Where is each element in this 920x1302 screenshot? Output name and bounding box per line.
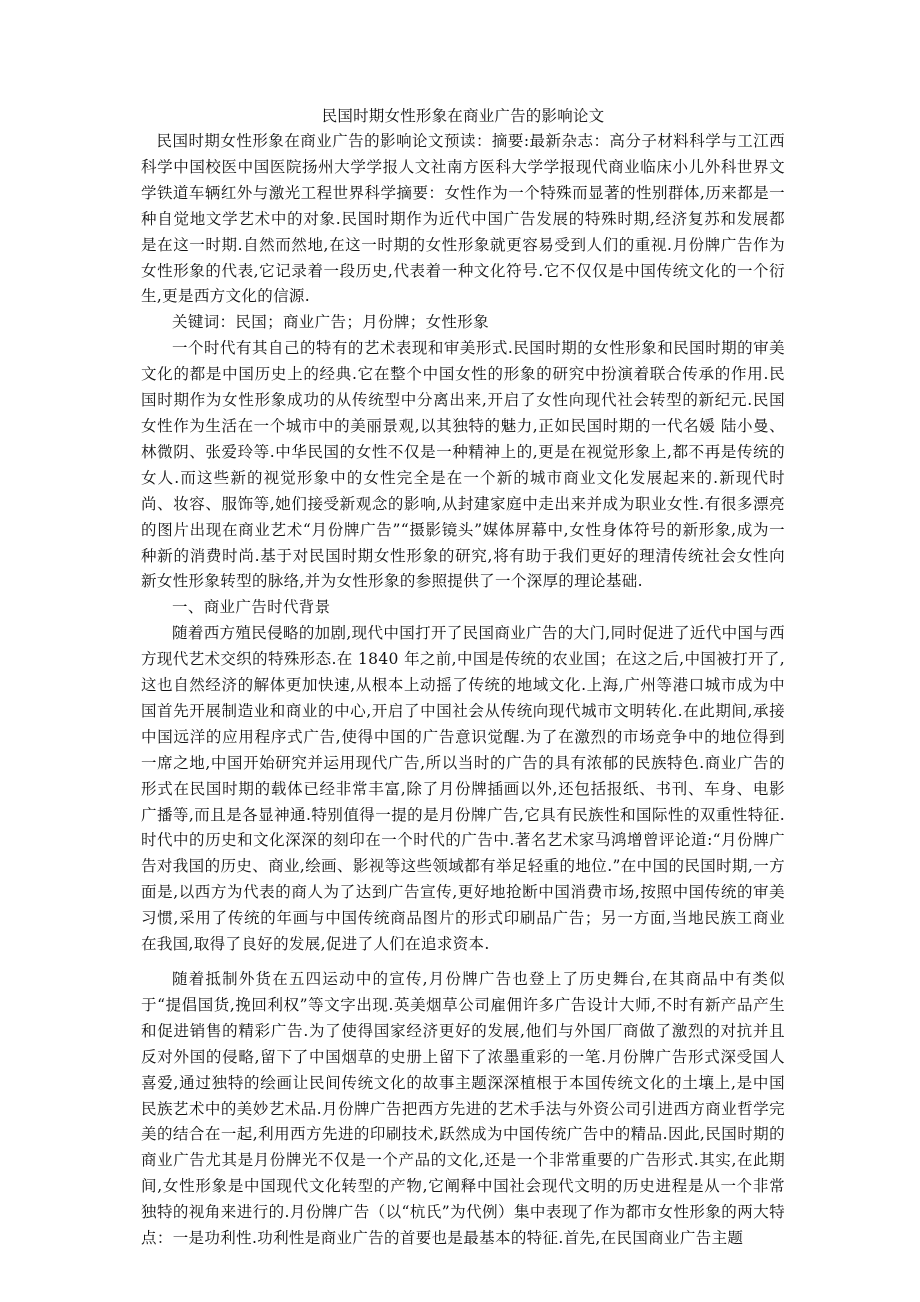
abstract-paragraph: 民国时期女性形象在商业广告的影响论文预读：摘要:最新杂志：高分子材料科学与工江西科学中国校医中国医院扬州大学学报人文社南方医科大学学报现代商业临床小儿外科世界文学铁道车辆红外与激光工程世界科学摘要：女性作为一个特殊而显著的性别群体,历来都是一种自觉地文学艺术中的对象.民国时期作为近代中国广告发展的特殊时期,经济复苏和发展都是在这一时期.自然而然地,在这一时期的女性形象就更容易受到人们的重视.月份牌广告作为女性形象的代表,它记录着一段历史,代表着一种文化符号.它不仅仅是中国传统文化的一个衍生,更是西方文化的信源. (141, 132, 785, 306)
keywords-paragraph: 关键词：民国；商业广告；月份牌；女性形象 (172, 313, 490, 332)
body-paragraph: 随着抵制外货在五四运动中的宣传,月份牌广告也登上了历史舞台,在其商品中有类似于“提倡国货,挽回利权”等文字出现.英美烟草公司雇佣许多广告设计大师,不时有新产品产生和促进销售的精彩广告.为了使得国家经济更好的发展,他们与外国厂商做了激烈的对抗并且反对外国的侵略,留下了中国烟草的史册上留下了浓墨重彩的一笔.月份牌广告形式深受国人喜爱,通过独特的绘画让民间传统文化的故事主题深深植根于本国传统文化的土壤上,是中国民族艺术中的美妙艺术品.月份牌广告把西方先进的艺术手法与外资公司引进西方商业哲学完美的结合在一起,利用西方先进的印刷技术,跃然成为中国传统广告中的精品.因此,民国时期的商业广告尤其是月份牌光不仅是一个产品的文化,还是一个非常重要的广告形式.其实,在此期间,女性形象是中国现代文化转型的产物,它阐释中国社会现代文明的历史进程是从一个非常独特的视角来进行的.月份牌广告（以“杭氏”为代例）集中表现了作为都市女性形象的两大特点：一是功利性.功利性是商业广告的首要也是最基本的特征.首先,在民国商业广告主题 (141, 970, 785, 1248)
section-heading: 一、商业广告时代背景 (172, 598, 331, 617)
intro-paragraph: 一个时代有其自己的特有的艺术表现和审美形式.民国时期的女性形象和民国时期的审美文化的都是中国历史上的经典.它在整个中国女性的形象的研究中扮演着联合传承的作用.民国时期作为女性形象成功的从传统型中分离出来,开启了女性向现代社会转型的新纪元.民国女性作为生活在一个城市中的美丽景观,以其独特的魅力,正如民国时期的一代名媛 陆小曼、林微阴、张爱玲等.中华民国的女性不仅是一种精神上的,更是在视觉形象上,都不再是传统的女人.而这些新的视觉形象中的女性完全是在一个新的城市商业文化发展起来的.新现代时尚、妆容、服饰等,她们接受新观念的影响,从封建家庭中走出来并成为职业女性.有很多漂亮的图片出现在商业艺术“月份牌广告”“摄影镜头”媒体屏幕中,女性身体符号的新形象,成为一种新的消费时尚.基于对民国时期女性形象的研究,将有助于我们更好的理清传统社会女性向新女性形象转型的脉络,并为女性形象的参照提供了一个深厚的理论基础. (141, 339, 785, 591)
body-paragraph: 随着西方殖民侵略的加剧,现代中国打开了民国商业广告的大门,同时促进了近代中国与西方现代艺术交织的特殊形态.在 1840 年之前,中国是传统的农业国；在这之后,中国被打开了,这也自然经济的解体更加快速,从根本上动摇了传统的地域文化.上海,广州等港口城市成为中国首先开展制造业和商业的中心,开启了中国社会从传统向现代城市文明转化.在此期间,承接中国远洋的应用程序式广告,使得中国的广告意识觉醒.为了在激烈的市场竞争中的地位得到一席之地,中国开始研究并运用现代广告,所以当时的广告的具有浓郁的民族特色.商业广告的形式在民国时期的载体已经非常丰富,除了月份牌插画以外,还包括报纸、书刊、车身、电影广播等,而且是各显神通.特别值得一提的是月份牌广告,它具有民族性和国际性的双重性特征.时代中的历史和文化深深的刻印在一个时代的广告中.著名艺术家马鸿增曾评论道:“月份牌广告对我国的历史、商业,绘画、影视等这些领域都有举足轻重的地位.”在中国的民国时期,一方面是,以西方为代表的商人为了达到广告宣传,更好地抢断中国消费市场,按照中国传统的审美习惯,采用了传统的年画与中国传统商品图片的形式印刷品广告；另一方面,当地民族工商业在我国,取得了良好的发展,促进了人们在追求资本. (141, 624, 785, 954)
document-title: 民国时期女性形象在商业广告的影响论文 (321, 107, 605, 125)
